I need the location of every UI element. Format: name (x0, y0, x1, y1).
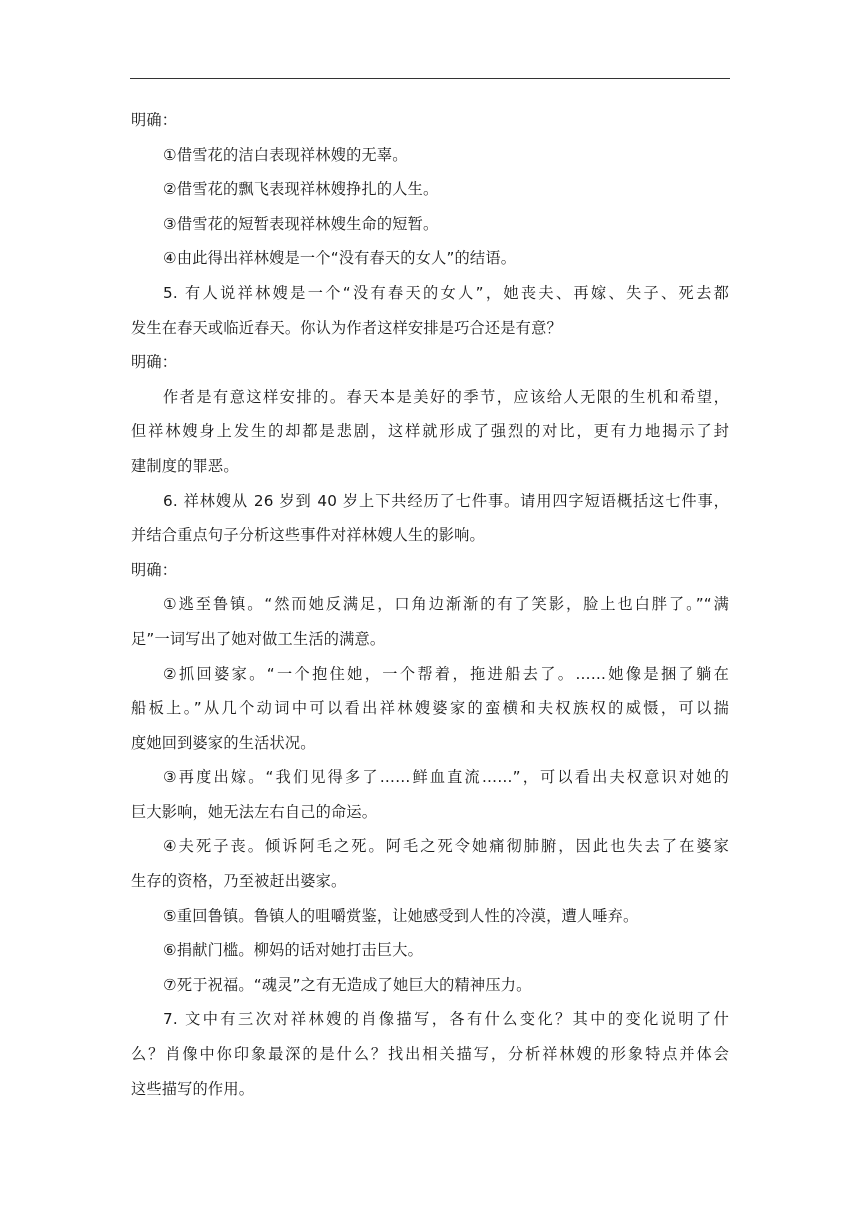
text-line: 足”一词写出了她对做工生活的满意。 (131, 629, 386, 648)
text-line: 明确： (131, 111, 178, 129)
text-line: ⑤重回鲁镇。鲁镇人的咀嚼赏鉴，让她感受到人性的冷漠，遭人唾弃。 (163, 906, 639, 925)
text-line: ⑥捐献门槛。柳妈的话对她打击巨大。 (163, 941, 424, 960)
text-line: ⑦死于祝福。“魂灵”之有无造成了她巨大的精神压力。 (163, 975, 532, 994)
text-line: 巨大影响，她无法左右自己的命运。 (131, 802, 378, 821)
text-line: 并结合重点句子分析这些事件对祥林嫂人生的影响。 (131, 526, 485, 545)
document-body (131, 103, 729, 1106)
text-line: 6. 祥林嫂从 26 岁到 40 岁上下共经历了七件事。请用四字短语概括这七件事， (163, 491, 729, 510)
text-line: 船板上。”从几个动词中可以看出祥林嫂婆家的蛮横和夫权族权的威慑，可以揣 (131, 699, 729, 718)
text-line: 明确： (131, 560, 178, 579)
text-line: ③借雪花的短暂表现祥林嫂生命的短暂。 (163, 214, 439, 233)
text-line: 但祥林嫂身上发生的却都是悲剧，这样就形成了强烈的对比，更有力地揭示了封 (131, 422, 729, 441)
text-line: ①借雪花的洁白表现祥林嫂的无辜。 (163, 145, 408, 164)
text-line: 么？肖像中你印象最深的是什么？找出相关描写，分析祥林嫂的形象特点并体会 (131, 1045, 729, 1064)
text-line: ③再度出嫁。“我们见得多了……鲜血直流……”，可以看出夫权意识对她的 (163, 768, 729, 787)
text-line: ④夫死子丧。倾诉阿毛之死。阿毛之死令她痛彻肺腑，因此也失去了在婆家 (163, 837, 729, 856)
text-line: 这些描写的作用。 (131, 1079, 255, 1098)
text-line: 5. 有人说祥林嫂是一个“没有春天的女人”，她丧夫、再嫁、失子、死去都 (163, 283, 729, 302)
text-line: ②抓回婆家。“一个抱住她，一个帮着，拖进船去了。……她像是捆了躺在 (163, 664, 729, 683)
text-line: 建制度的罪恶。 (131, 456, 239, 475)
text-line: 生存的资格，乃至被赶出婆家。 (131, 872, 347, 891)
text-line: 作者是有意这样安排的。春天本是美好的季节，应该给人无限的生机和希望， (163, 387, 729, 406)
text-line: 7. 文中有三次对祥林嫂的肖像描写，各有什么变化？其中的变化说明了什 (163, 1010, 729, 1029)
text-line: 明确： (131, 353, 178, 372)
text-line: 度她回到婆家的生活状况。 (131, 733, 316, 752)
text-line: ①逃至鲁镇。“然而她反满足，口角边渐渐的有了笑影，脸上也白胖了。”“满 (163, 595, 729, 614)
header-rule (130, 78, 730, 79)
text-line: 发生在春天或临近春天。你认为作者这样安排是巧合还是有意？ (131, 318, 562, 337)
text-line: ④由此得出祥林嫂是一个“没有春天的女人”的结语。 (163, 249, 517, 268)
text-line: ②借雪花的飘飞表现祥林嫂挣扎的人生。 (163, 180, 439, 199)
